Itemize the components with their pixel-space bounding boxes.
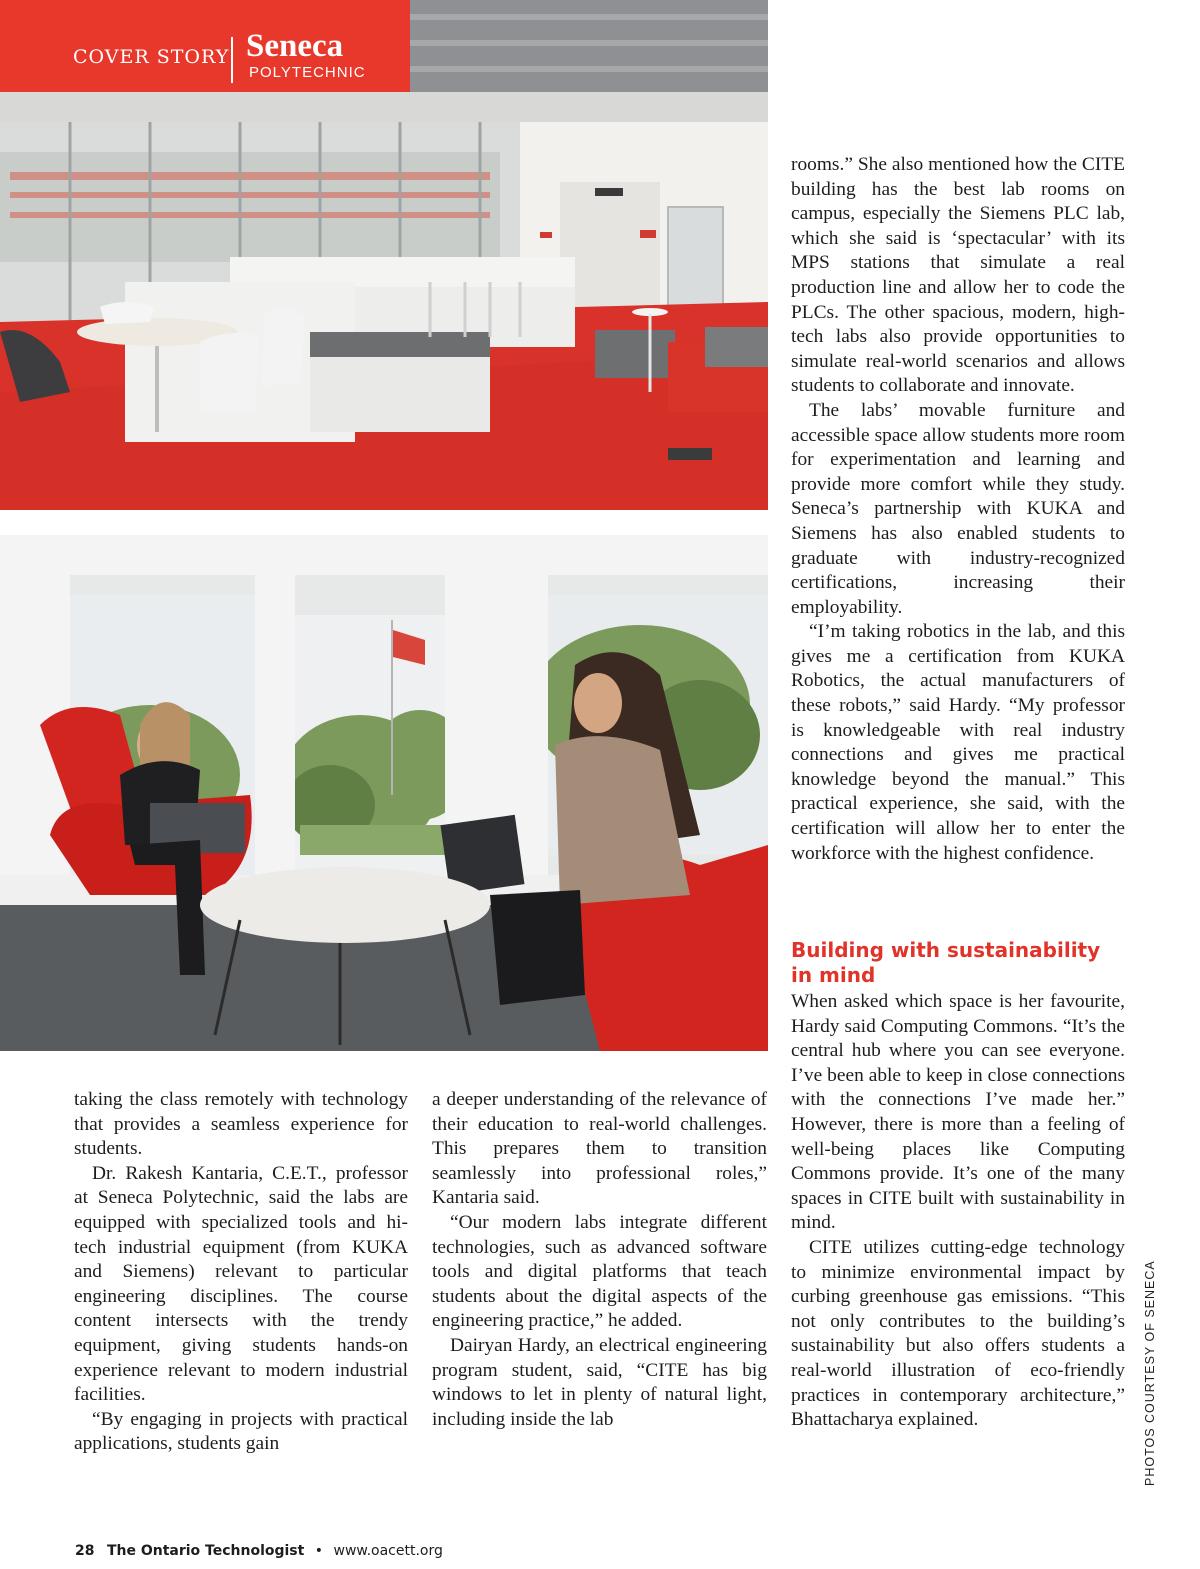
article-paragraph: “By engaging in projects with practical applications, students gain bbox=[74, 1408, 408, 1455]
lab-lounge-photo bbox=[0, 92, 768, 510]
page-number: 28 bbox=[75, 1543, 95, 1559]
article-column-1 bbox=[74, 1088, 408, 1457]
magazine-title: The Ontario Technologist bbox=[106, 1543, 305, 1559]
article-paragraph: The labs’ movable furniture and accessible space allow students more room for experimentation and learning and provide more comfort while they study. Seneca’s partnership with KUKA and Siemens has also enabled students to graduate with industry-recognized certifications, increasing their employability. bbox=[791, 399, 1125, 618]
article-paragraph: Dairyan Hardy, an electrical engineering program student, said, “CITE has big windows to let in plenty of natural light, including inside the lab bbox=[432, 1334, 767, 1430]
article-paragraph: When asked which space is her favourite, Hardy said Computing Commons. “It’s the central hub where you can see everyone. I’ve been able to keep in close connections with the connections I’ve made her.” However, there is more than a feeling of well-being places like Computing Commons provide. It’s one of the many spaces in CITE built with sustainability in mind. bbox=[791, 991, 1125, 1234]
article-paragraph: Dr. Rakesh Kantaria, C.E.T., professor at Seneca Polytechnic, said the labs are equipped with specialized tools and hi-tech industrial equipment (from KUKA and Siemens) relevant to particular engineering disciplines. The course content intersects with the trendy equipment, giving students hands-on experience relevant to modern industrial facilities. bbox=[74, 1162, 408, 1406]
article-column-3 bbox=[791, 153, 1125, 866]
students-with-laptops-photo bbox=[0, 535, 768, 1051]
header-ceiling-photo bbox=[410, 0, 768, 92]
article-paragraph: “I’m taking robotics in the lab, and this gives me a certification from KUKA Robotics, the actual manufacturers of these robots,” said Hardy. “My professor is knowledgeable with real industry connections and gives me practical knowledge beyond the manual.” This practical experience, she said, with the certification will allow her to enter the workforce with the highest confidence. bbox=[791, 621, 1125, 864]
article-paragraph: CITE utilizes cutting-edge technology to minimize environmental impact by curbing greenhouse gas emissions. “This not only contributes to the building’s sustainability but also offers students a real-world illustration of eco-friendly practices in contemporary architecture,” Bhattacharya explained. bbox=[791, 1236, 1125, 1431]
article-column-4 bbox=[791, 990, 1125, 1433]
brand-logo-name: Seneca bbox=[246, 28, 344, 64]
section-label: COVER STORY bbox=[73, 46, 230, 68]
website-link[interactable]: www.oacett.org bbox=[333, 1543, 443, 1559]
article-paragraph: “Our modern labs integrate different technologies, such as advanced software tools and digital platforms that teach students about the digital aspects of the engineering practice,” he added. bbox=[432, 1211, 767, 1332]
article-paragraph: a deeper understanding of the relevance of their education to real-world challenges. This prepares them to transition seamlessly into professional roles,” Kantaria said. bbox=[432, 1089, 767, 1209]
article-paragraph: taking the class remotely with technology that provides a seamless experience for students. bbox=[74, 1089, 408, 1160]
photo-credit: PHOTOS COURTESY OF SENECA bbox=[1143, 1260, 1157, 1486]
section-subheading: Building with sustainability in mind bbox=[791, 938, 1101, 987]
brand-logo-sub: POLYTECHNIC bbox=[249, 64, 366, 81]
section-header bbox=[0, 0, 410, 92]
article-column-2 bbox=[432, 1088, 767, 1432]
footer-separator: • bbox=[314, 1543, 324, 1559]
article-paragraph: rooms.” She also mentioned how the CITE building has the best lab rooms on campus, especially the Siemens PLC lab, which she said is ‘spectacular’ with its MPS stations that simulate a real production line and allow her to code the PLCs. The other spacious, modern, high-tech labs also provide opportunities to simulate real-world scenarios and allows students to collaborate and innovate. bbox=[791, 154, 1125, 397]
header-divider bbox=[231, 37, 233, 83]
page-footer bbox=[75, 1543, 443, 1559]
